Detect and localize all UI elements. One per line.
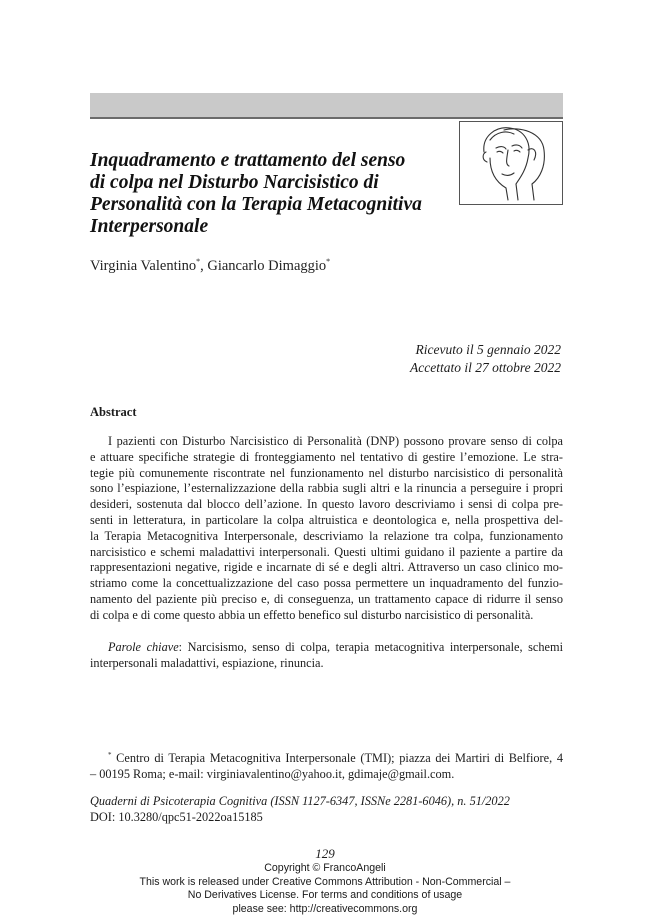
abstract-line: di colpa e di come questo abbia un effetto benefico sul disturbo narcisistico di personalità. [90,607,534,622]
title-line: Personalità con la Terapia Metacognitiva [90,194,422,215]
footnote-line [90,751,563,767]
abstract-line: senti in letteratura, in particolare la colpa altruistica e deontologica e, nella prospettiva del- [90,512,563,527]
abstract-line: sono l’espiazione, l’esternalizzazione della rabbia sugli altri e la rinuncia a perseguire i propri [90,481,563,496]
journal-reference: Quaderni di Psicoterapia Cognitiva (ISSN 1127-6347, ISSNe 2281-6046), n. 51/2022 [90,794,510,808]
abstract-body [90,434,563,624]
copyright-notice [0,862,650,916]
abstract-line: tegie più comunemente riscontrate nel funzionamento nel disturbo narcisistico di personalità [90,465,563,480]
keywords [90,640,563,672]
title-line: di colpa nel Disturbo Narcisistico di [90,172,379,193]
keywords-line [90,640,563,656]
author-separator: , [200,258,208,274]
author-name: Giancarlo Dimaggio [207,258,327,274]
keywords-text: : Narcisismo, senso di colpa, terapia metacognitiva interpersonale, schemi [178,640,563,654]
abstract-line: e attuare specifiche strategie di fronteggiamento nel tentativo di gestire l’emozione. Le stra- [90,449,563,464]
two-faces-icon [460,122,562,204]
footnote-text: Centro di Terapia Metacognitiva Interpersonale (TMI); piazza dei Martiri di Belfiore, 4 [111,751,563,765]
abstract-line: desideri, sostenuta dal blocco dell’azione. In questo lavoro descriviamo i sensi di colpa pre- [90,497,563,512]
submission-dates [410,341,561,377]
keywords-line: interpersonali maladattivi, espiazione, rinuncia. [90,655,324,670]
abstract-line: narcisistico e schemi maladattivi interpersonali. Questi ultimi guidano il paziente a partire da [90,544,563,559]
abstract-heading: Abstract [90,405,137,419]
affiliation-marker: * [196,257,201,267]
author-name: Virginia Valentino [90,258,197,274]
abstract-line: I pazienti con Disturbo Narcisistico di Personalità (DNP) possono provare senso di colpa [108,434,563,448]
title-line: Inquadramento e trattamento del senso [90,150,406,171]
footnote-marker: * [108,750,112,759]
abstract-line: striamo come la concettualizzazione del caso possa permettere un inquadramento del funzio- [90,576,563,591]
doi: DOI: 10.3280/qpc51-2022oa15185 [90,809,263,824]
abstract-line: rappresentazioni negative, rigide e incarnate di sé e degli altri. Attraverso un caso clinico mo- [90,560,563,575]
footnote-line: – 00195 Roma; e-mail: virginiavalentino@yahoo.it, gdimaje@gmail.com. [90,766,455,781]
copyright-line: This work is released under Creative Commons Attribution - Non-Commercial – [139,875,511,888]
affiliation-footnote [90,751,563,783]
article-title [90,150,450,238]
copyright-line: Copyright © FrancoAngeli [264,862,386,874]
abstract-line: namento del paziente più preciso e, di conseguenza, un trattamento capace di ridurre il senso [90,591,563,606]
received-date: Ricevuto il 5 gennaio 2022 [415,342,561,357]
header-band [90,93,563,119]
copyright-line: please see: http://creativecommons.org [232,902,418,915]
page-number: 129 [315,846,335,861]
copyright-line: No Derivatives License. For terms and conditions of usage [187,889,463,901]
abstract-line: la Terapia Metacognitiva Interpersonale, descriviamo la relazione tra colpa, funzionamento [90,528,563,543]
accepted-date: Accettato il 27 ottobre 2022 [410,360,561,375]
keywords-label: Parole chiave [108,640,179,654]
authors [90,258,330,275]
affiliation-marker: * [326,257,331,267]
journal-logo [459,121,563,205]
title-line: Interpersonale [90,216,209,237]
journal-citation [90,794,510,826]
